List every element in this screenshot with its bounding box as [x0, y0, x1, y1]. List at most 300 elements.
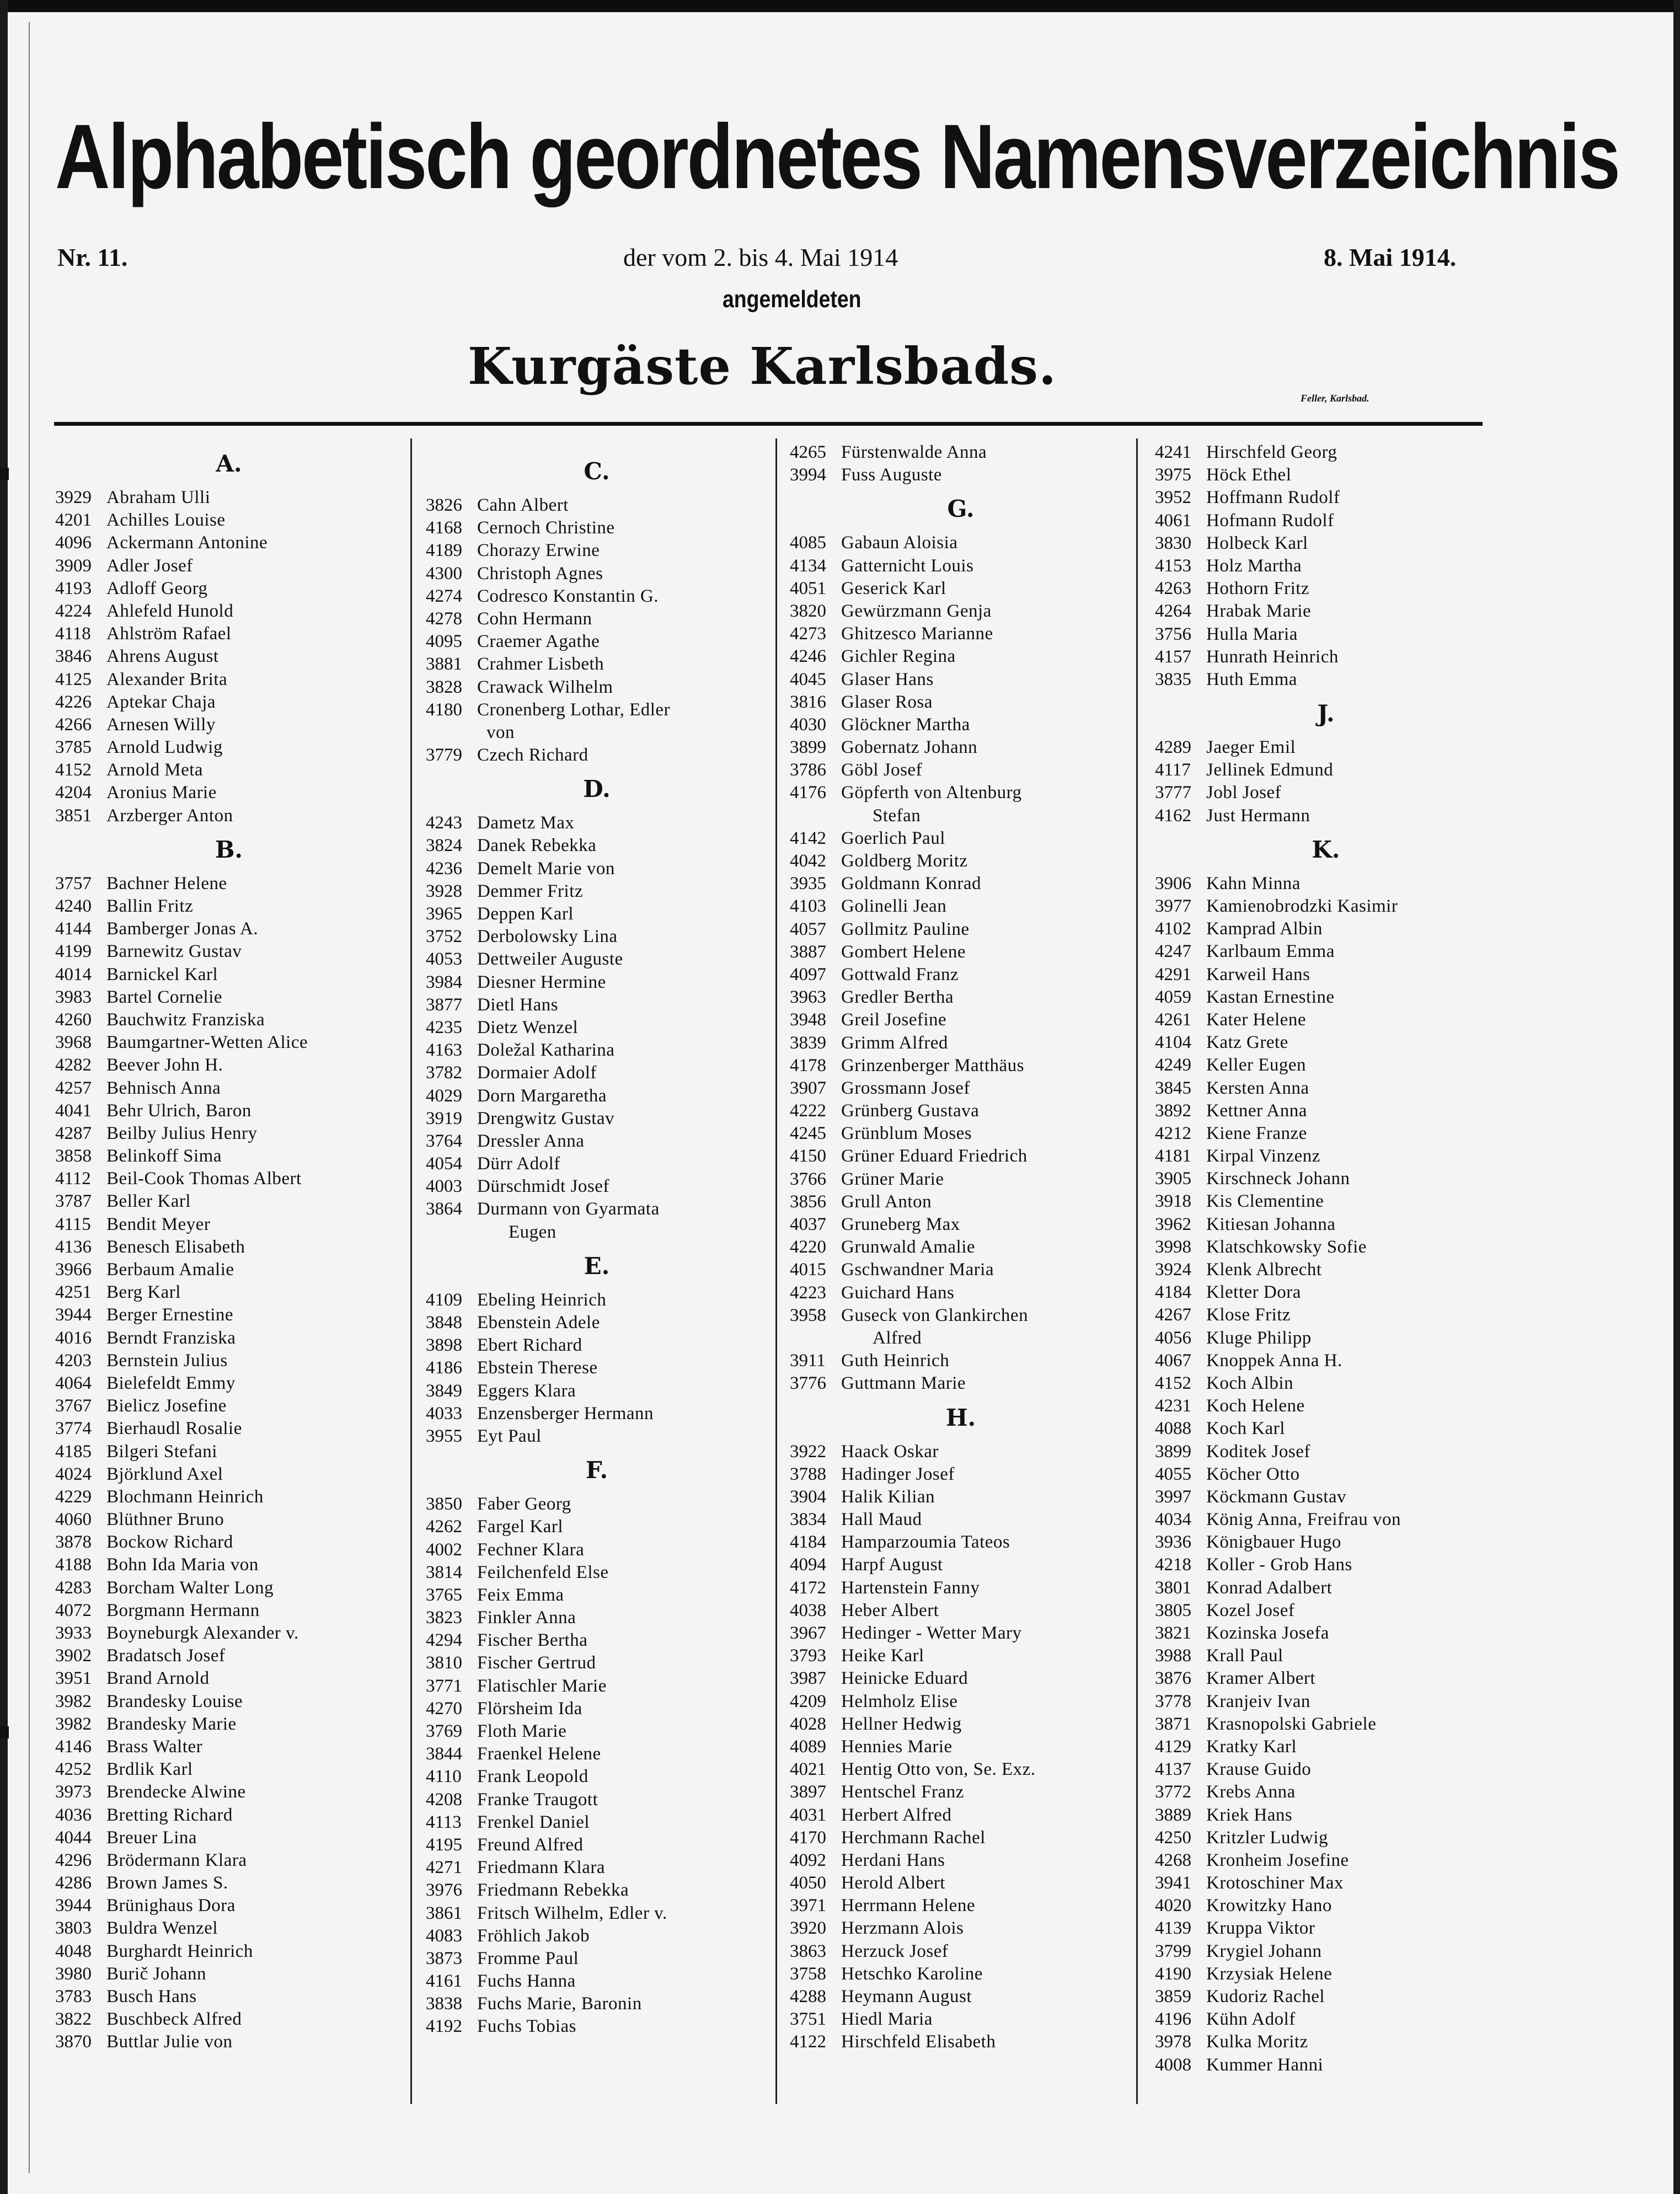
entry-number: 4193 [55, 578, 92, 598]
name-entry [790, 1645, 1132, 1667]
guest-name: Krasnopolski Gabriele [1206, 1714, 1377, 1734]
name-entry [1155, 2008, 1497, 2031]
name-entry [790, 1554, 1132, 1576]
entry-number: 4095 [426, 632, 462, 652]
name-entry [55, 1804, 403, 1827]
entry-number: 4184 [790, 1532, 826, 1553]
entry-number: 4288 [790, 1987, 826, 2006]
guest-name: Holz Martha [1206, 555, 1302, 576]
guest-name: Deppen Karl [477, 904, 574, 924]
entry-number: 3911 [790, 1351, 826, 1371]
entry-number: 4184 [1155, 1282, 1191, 1303]
guest-name: Bartel Cornelie [106, 987, 223, 1007]
name-entry [1155, 1031, 1497, 1054]
name-entry [426, 1198, 768, 1221]
name-entry [790, 873, 1132, 895]
guest-name: Fuchs Tobias [477, 2016, 577, 2037]
name-entry [1155, 1827, 1497, 1849]
guest-name: Fromme Paul [477, 1948, 579, 1968]
guest-name: Dettweiler Auguste [477, 949, 623, 970]
name-entry [790, 850, 1132, 873]
guest-name: Dietl Hans [477, 994, 559, 1015]
entry-number: 3851 [55, 805, 92, 826]
entry-number: 4282 [55, 1055, 92, 1075]
name-entry [1155, 1417, 1497, 1440]
entry-number: 3977 [1155, 896, 1191, 916]
guest-name: Kirschneck Johann [1206, 1169, 1350, 1189]
name-entry [1155, 1077, 1497, 1100]
entry-number: 3902 [55, 1646, 92, 1666]
entry-number: 4161 [426, 1971, 462, 1992]
entry-number: 3944 [55, 1896, 92, 1916]
guest-name: Faber Georg [477, 1494, 571, 1515]
guest-name: Demelt Marie von [477, 858, 615, 879]
entry-number: 4257 [55, 1078, 92, 1098]
entry-number: 4176 [790, 783, 826, 803]
entry-number: 4014 [55, 964, 92, 984]
name-entry [1155, 1667, 1497, 1690]
date-range: der vom 2. bis 4. Mai 1914 [623, 243, 898, 271]
name-entry [790, 1077, 1132, 1100]
guest-name: Bockow Richard [106, 1532, 233, 1553]
name-entry [790, 1758, 1132, 1781]
entry-number: 3892 [1155, 1100, 1191, 1121]
entry-number: 4270 [426, 1698, 462, 1719]
entry-number: 4117 [1155, 760, 1191, 780]
name-entry [426, 834, 768, 857]
name-entry [426, 494, 768, 517]
name-entry [426, 1743, 768, 1765]
entry-number: 3838 [426, 1994, 462, 2014]
entry-number: 4044 [55, 1827, 92, 1848]
entry-number: 4152 [55, 760, 92, 780]
name-entry [55, 1986, 403, 2008]
entry-number: 4300 [426, 563, 462, 584]
scan-border-right [1673, 0, 1680, 2194]
entry-number: 4195 [426, 1834, 462, 1855]
entry-number: 3764 [426, 1131, 462, 1151]
guest-name: Fuss Auguste [841, 465, 942, 485]
entry-number: 3978 [1155, 2032, 1191, 2052]
entry-number: 3905 [1155, 1169, 1191, 1189]
column-divider [410, 438, 412, 2104]
name-entry [1155, 1463, 1497, 1486]
entry-number: 4067 [1155, 1350, 1191, 1371]
name-entry [426, 1334, 768, 1357]
entry-number: 4048 [55, 1941, 92, 1961]
guest-name: Hamparzoumia Tateos [841, 1532, 1010, 1553]
entry-number: 3822 [55, 2009, 92, 2030]
entry-number: 4251 [55, 1282, 92, 1303]
name-entry [426, 1016, 768, 1039]
entry-number: 4204 [55, 783, 92, 803]
entry-number: 3828 [426, 677, 462, 697]
name-entry [790, 1282, 1132, 1304]
guest-name: Just Hermann [1206, 805, 1310, 826]
name-column-2 [426, 441, 768, 2038]
guest-name: Hirschfeld Georg [1206, 442, 1337, 462]
guest-name: Grünblum Moses [841, 1123, 972, 1144]
guest-name: Herold Albert [841, 1873, 945, 1893]
entry-number: 3805 [1155, 1600, 1191, 1620]
guest-name: Karlbaum Emma [1206, 941, 1335, 962]
guest-name: Cronenberg Lothar, Edler [477, 699, 671, 720]
guest-name: Bielicz Josefine [106, 1396, 227, 1416]
guest-name: Benesch Elisabeth [106, 1237, 245, 1257]
name-entry [1155, 600, 1497, 623]
letter-heading: A. [216, 450, 242, 477]
guest-name: Hothorn Fritz [1206, 579, 1310, 599]
entry-number: 3769 [426, 1721, 462, 1741]
guest-name: Barnewitz Gustav [106, 941, 242, 962]
name-entry [55, 1236, 403, 1259]
guest-name: Crahmer Lisbeth [477, 654, 604, 675]
entry-number: 3844 [426, 1744, 462, 1764]
entry-number: 3889 [1155, 1805, 1191, 1825]
entry-number: 4041 [55, 1100, 92, 1121]
name-entry [55, 577, 403, 600]
name-entry [790, 1781, 1132, 1804]
entry-number: 4264 [1155, 601, 1191, 622]
name-entry [55, 1736, 403, 1758]
name-entry [790, 1849, 1132, 1872]
name-entry [426, 994, 768, 1016]
guest-name: Ackermann Antonine [106, 533, 268, 553]
guest-name: Kühn Adolf [1206, 2009, 1296, 2030]
name-entry [790, 1236, 1132, 1259]
entry-number: 4241 [1155, 442, 1191, 462]
entry-number: 4250 [1155, 1827, 1191, 1848]
name-entry [55, 1145, 403, 1168]
name-entry [790, 1895, 1132, 1917]
guest-name: Breuer Lina [106, 1827, 197, 1848]
guest-name: Baumgartner-Wetten Alice [106, 1032, 308, 1053]
guest-name: Drengwitz Gustav [477, 1108, 615, 1128]
name-entry [1155, 1713, 1497, 1736]
entry-number: 4287 [55, 1123, 92, 1143]
entry-number: 4139 [1155, 1918, 1191, 1939]
name-entry [790, 1508, 1132, 1531]
name-entry [790, 1122, 1132, 1145]
name-entry [426, 585, 768, 608]
name-entry [426, 971, 768, 994]
entry-number: 3994 [790, 465, 826, 485]
name-entry [1155, 1622, 1497, 1645]
entry-number: 3873 [426, 1948, 462, 1968]
name-entry [1155, 1441, 1497, 1463]
name-entry [55, 1622, 403, 1645]
name-entry [55, 759, 403, 782]
name-entry [55, 940, 403, 963]
entry-number: 4246 [790, 646, 826, 667]
name-entry [55, 1645, 403, 1667]
entry-number: 4152 [1155, 1373, 1191, 1393]
entry-number: 3756 [1155, 624, 1191, 644]
entry-number: 4021 [790, 1759, 826, 1780]
guest-name: Berbaum Amalie [106, 1260, 234, 1280]
guest-name: Helmholz Elise [841, 1691, 958, 1711]
guest-name: Bilgeri Stefani [106, 1441, 217, 1462]
guest-name: Kranjeiv Ivan [1206, 1691, 1310, 1711]
entry-number: 4267 [1155, 1305, 1191, 1325]
guest-name: Berger Ernestine [106, 1305, 234, 1325]
guest-name: Karweil Hans [1206, 964, 1310, 984]
name-entry [55, 1417, 403, 1440]
name-entry [426, 744, 768, 767]
guest-name: Blüthner Bruno [106, 1510, 224, 1530]
entry-number: 4180 [426, 699, 462, 720]
guest-name-continuation: von [486, 722, 515, 742]
name-entry [55, 1577, 403, 1599]
name-entry [1155, 1577, 1497, 1599]
guest-name: Kriek Hans [1206, 1805, 1293, 1825]
entry-number: 3966 [55, 1260, 92, 1280]
entry-number: 3863 [790, 1941, 826, 1961]
name-entry [1155, 1963, 1497, 1986]
guest-name: Gredler Bertha [841, 987, 954, 1008]
guest-name: Burič Johann [106, 1963, 207, 1984]
entry-number: 4294 [426, 1630, 462, 1651]
guest-name: Jaeger Emil [1206, 737, 1296, 758]
name-entry [1155, 1372, 1497, 1395]
guest-name: Ballin Fritz [106, 896, 194, 916]
letter-heading: K. [1312, 836, 1340, 863]
entry-number: 3976 [426, 1880, 462, 1901]
entry-number: 4085 [790, 533, 826, 553]
guest-name: Buldra Wenzel [106, 1918, 218, 1939]
guest-name: Danek Rebekka [477, 836, 597, 856]
guest-name: Behnisch Anna [106, 1078, 221, 1098]
entry-number: 4109 [426, 1289, 462, 1310]
name-entry [790, 1690, 1132, 1713]
name-entry [1155, 1486, 1497, 1508]
name-entry [55, 1372, 403, 1395]
guest-name: Grünberg Gustava [841, 1101, 980, 1121]
name-entry [790, 1372, 1132, 1395]
guest-name: Klatschkowsky Sofie [1206, 1237, 1367, 1257]
entry-number: 4031 [790, 1805, 826, 1825]
guest-name: Arzberger Anton [106, 805, 233, 826]
entry-number: 3899 [1155, 1441, 1191, 1462]
entry-number: 3881 [426, 654, 462, 675]
guest-name-continuation: Alfred [873, 1328, 922, 1348]
guest-name: Feix Emma [477, 1585, 564, 1605]
name-entry [790, 1531, 1132, 1554]
entry-number: 3801 [1155, 1577, 1191, 1598]
guest-name: Dametz Max [477, 813, 575, 833]
guest-name: Fürstenwalde Anna [841, 442, 987, 462]
name-entry [55, 1100, 403, 1122]
entry-number: 3839 [790, 1032, 826, 1053]
entry-number: 4235 [426, 1017, 462, 1037]
guest-name: Ahlefeld Hunold [106, 601, 234, 621]
entry-number: 3810 [426, 1653, 462, 1673]
guest-name: Dietz Wenzel [477, 1017, 579, 1037]
entry-number: 4196 [1155, 2009, 1191, 2030]
name-entry [55, 1031, 403, 1054]
guest-name: Bohn Ida Maria von [106, 1555, 259, 1575]
name-entry [426, 1062, 768, 1084]
entry-number: 3907 [790, 1078, 826, 1098]
name-entry [55, 1713, 403, 1736]
entry-number: 4283 [55, 1577, 92, 1598]
entry-number: 3774 [55, 1419, 92, 1439]
guest-name: Dürschmidt Josef [477, 1176, 609, 1197]
guest-name: Konrad Adalbert [1206, 1577, 1333, 1598]
name-entry [55, 1395, 403, 1417]
guest-name: Herzuck Josef [841, 1941, 949, 1961]
entry-number: 4260 [55, 1009, 92, 1030]
name-entry [426, 1312, 768, 1334]
entry-number: 3845 [1155, 1078, 1191, 1098]
entry-number: 3830 [1155, 533, 1191, 553]
name-entry [1155, 1100, 1497, 1122]
guest-name: Herchmann Rachel [841, 1827, 986, 1848]
guest-name: Kozel Josef [1206, 1600, 1295, 1620]
entry-number: 4185 [55, 1441, 92, 1462]
entry-number: 4245 [790, 1123, 826, 1144]
entry-number: 4002 [426, 1539, 462, 1560]
name-entry [1155, 1849, 1497, 1872]
entry-number: 4240 [55, 896, 92, 916]
name-entry [426, 880, 768, 903]
name-entry [426, 1289, 768, 1312]
entry-number: 4266 [55, 714, 92, 735]
entry-number: 4053 [426, 949, 462, 970]
guest-name: Knoppek Anna H. [1206, 1350, 1342, 1371]
entry-number: 3958 [790, 1305, 826, 1325]
entry-number: 4064 [55, 1373, 92, 1393]
name-entry [1155, 1395, 1497, 1417]
name-entry [1155, 986, 1497, 1009]
guest-name: Kudoriz Rachel [1206, 1987, 1325, 2006]
entry-number: 4222 [790, 1101, 826, 1121]
entry-number: 4003 [426, 1176, 462, 1197]
guest-name: Goerlich Paul [841, 828, 945, 848]
entry-number: 3816 [790, 692, 826, 712]
name-entry [55, 1781, 403, 1804]
entry-number: 4125 [55, 669, 92, 689]
name-entry [426, 1357, 768, 1379]
entry-number: 4199 [55, 941, 92, 962]
guest-name: Barnickel Karl [106, 964, 218, 984]
entry-number: 3919 [426, 1108, 462, 1128]
entry-number: 4094 [790, 1555, 826, 1575]
entry-number: 4209 [790, 1691, 826, 1711]
name-entry [790, 941, 1132, 964]
guest-name: Grüner Marie [841, 1169, 944, 1189]
entry-number: 3793 [790, 1646, 826, 1666]
guest-name: Hellner Hedwig [841, 1714, 962, 1734]
entry-number: 3935 [790, 874, 826, 894]
entry-number: 4134 [790, 555, 826, 576]
name-entry [55, 895, 403, 918]
entry-number: 3814 [426, 1562, 462, 1582]
guest-name: Behr Ulrich, Baron [106, 1100, 252, 1121]
entry-number: 4092 [790, 1850, 826, 1870]
entry-number: 4122 [790, 2032, 826, 2052]
name-entry [426, 1629, 768, 1652]
guest-name: Borcham Walter Long [106, 1577, 274, 1598]
name-entry [790, 714, 1132, 736]
name-entry [55, 1441, 403, 1463]
name-entry [426, 608, 768, 630]
entry-number: 3783 [55, 1987, 92, 2006]
entry-number: 3772 [1155, 1782, 1191, 1802]
guest-name: Kater Helene [1206, 1009, 1306, 1030]
guest-name: Hennies Marie [841, 1736, 953, 1757]
entry-number: 4286 [55, 1873, 92, 1893]
entry-number: 3787 [55, 1191, 92, 1212]
entry-number: 3779 [426, 745, 462, 766]
entry-number: 3987 [790, 1668, 826, 1689]
entry-number: 4050 [790, 1873, 826, 1893]
name-entry [426, 1765, 768, 1788]
guest-name: Ebenstein Adele [477, 1313, 600, 1333]
name-entry [426, 925, 768, 948]
entry-number: 4096 [55, 533, 92, 553]
name-entry [55, 918, 403, 940]
entry-number: 4229 [55, 1486, 92, 1507]
name-entry [1155, 1917, 1497, 1940]
guest-name: Ebstein Therese [477, 1358, 598, 1378]
name-entry [790, 1599, 1132, 1622]
guest-name: Bielefeldt Emmy [106, 1373, 236, 1393]
guest-name: Kirpal Vinzenz [1206, 1146, 1320, 1166]
entry-number: 4262 [426, 1517, 462, 1537]
entry-number: 4045 [790, 669, 826, 689]
name-entry [55, 873, 403, 895]
name-entry [55, 1327, 403, 1350]
guest-name: Bradatsch Josef [106, 1646, 226, 1666]
name-entry [1155, 1940, 1497, 1963]
guest-name: Krall Paul [1206, 1646, 1283, 1666]
name-entry [55, 1122, 403, 1145]
entry-number: 4042 [790, 851, 826, 871]
name-entry [1155, 736, 1497, 759]
guest-name: Guseck von Glankirchen [841, 1305, 1029, 1325]
guest-name: Krause Guido [1206, 1759, 1312, 1780]
guest-name: Hadinger Josef [841, 1464, 955, 1484]
name-entry [426, 812, 768, 834]
letter-heading: F. [585, 1457, 608, 1484]
guest-name: Köcher Otto [1206, 1464, 1300, 1484]
guest-name: Berndt Franziska [106, 1328, 236, 1348]
guest-name: Herrmann Helene [841, 1896, 975, 1916]
guest-name: Hedinger - Wetter Mary [841, 1623, 1022, 1643]
guest-name: Fröhlich Jakob [477, 1925, 590, 1946]
guest-name: Flörsheim Ida [477, 1698, 582, 1719]
name-entry [1155, 918, 1497, 940]
guest-name: Gichler Regina [841, 646, 956, 667]
name-entry [790, 1827, 1132, 1849]
name-entry [55, 1213, 403, 1236]
guest-name: Keller Eugen [1206, 1055, 1307, 1075]
name-entry [426, 1834, 768, 1856]
entry-number: 3918 [1155, 1191, 1191, 1212]
guest-name: Bernstein Julius [106, 1350, 228, 1371]
name-entry [426, 1789, 768, 1811]
name-entry [790, 1145, 1132, 1168]
guest-name: Brendecke Alwine [106, 1782, 246, 1802]
entry-number: 3928 [426, 881, 462, 901]
name-entry [1155, 532, 1497, 555]
guest-name: Koller - Grob Hans [1206, 1555, 1352, 1575]
entry-number: 4016 [55, 1328, 92, 1348]
entry-number: 3967 [790, 1623, 826, 1643]
guest-name: Enzensberger Hermann [477, 1403, 654, 1424]
guest-name: Aptekar Chaja [106, 692, 216, 712]
